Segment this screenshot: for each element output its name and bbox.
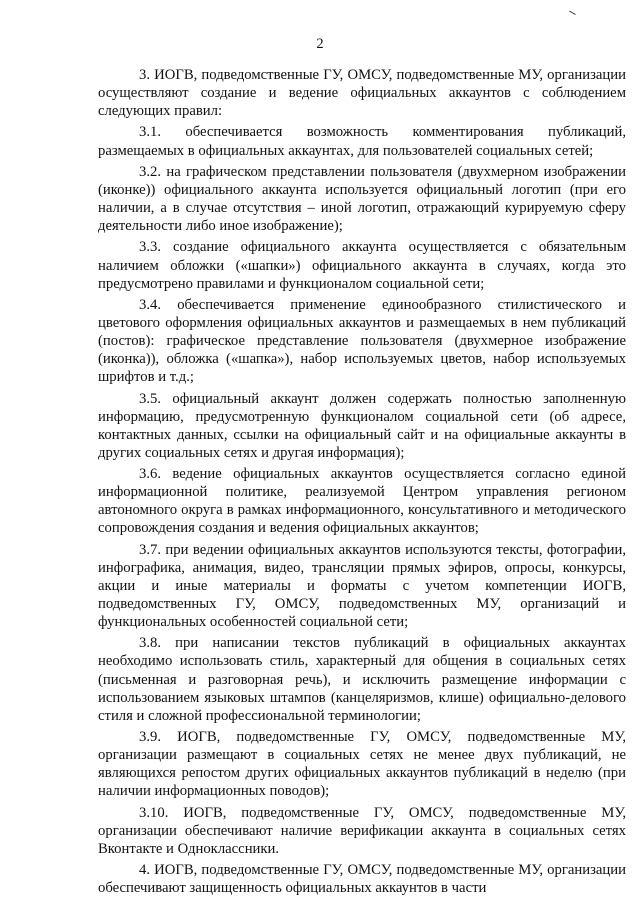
paragraph-3-2: 3.2. на графическом представлении пользователя (двухмерном изображении (иконке)) официального аккаунта используется официальный логотип (при его наличии, а в случае отсутствия – иной логотип, отражающий курируемую сферу деятельности либо иное изображение); [98, 163, 626, 235]
paragraph-3-6: 3.6. ведение официальных аккаунтов осуществляется согласно единой информационной политике, реализуемой Центром управления регионом автономного округа в рамках информационного, консультативного и методического сопровождения создания и ведения официальных аккаунтов; [98, 466, 626, 537]
paragraph-3-1: 3.1. обеспечивается возможность комментирования публикаций, размещаемых в официальных аккаунтах, для пользователей социальных сетей; [98, 124, 626, 159]
page-number: 2 [316, 36, 324, 52]
paragraph-3: 3. ИОГВ, подведомственные ГУ, ОМСУ, подведомственные МУ, организации осуществляют создание и ведение официальных аккаунтов с соблюдением следующих правил: [98, 67, 626, 120]
paragraph-3-10: 3.10. ИОГВ, подведомственные ГУ, ОМСУ, подведомственные МУ, организации обеспечивают наличие верификации аккаунта в социальных сетях Вконтакте и Одноклассники. [98, 804, 626, 857]
pen-mark [567, 11, 576, 19]
paragraph-3-7: 3.7. при ведении официальных аккаунтов используются тексты, фотографии, инфографика, анимация, видео, трансляции прямых эфиров, опросы, конкурсы, акции и иные материалы и форматы с учетом компетенции ИОГВ, подведомственных ГУ, ОМСУ, подведомственных МУ, организаций и функциональных особенностей социальной сети; [98, 541, 626, 631]
paragraph-3-5: 3.5. официальный аккаунт должен содержать полностью заполненную информацию, предусмотренную функционалом социальной сети (об адресе, контактных данных, ссылки на официальный сайт и на официальные аккаунты в других социальных сетях и другая информация); [98, 390, 626, 461]
paragraph-3-3: 3.3. создание официального аккаунта осуществляется с обязательным наличием обложки («шапки») официального аккаунта в случаях, когда это предусмотрено правилами и функционалом социальной сети; [98, 239, 626, 292]
paragraph-3-9: 3.9. ИОГВ, подведомственные ГУ, ОМСУ, подведомственные МУ, организации размещают в социальных сетях не менее двух публикаций, не являющихся репостом других официальных аккаунтов публикаций в неделю (при наличии информационных поводов); [98, 728, 626, 800]
paragraph-3-4: 3.4. обеспечивается применение единообразного стилистического и цветового оформления официальных аккаунтов и размещаемых в нем публикаций (постов): графическое представление пользователя (двухмерное изображение (иконка)), обложка («шапка»), набор используемых цветов, набор используемых шрифтов и т.д.; [98, 296, 626, 386]
document-body [98, 66, 626, 900]
paragraph-3-8: 3.8. при написании текстов публикаций в официальных аккаунтах необходимо использовать стиль, характерный для общения в социальных сетях (письменная и разговорная речь), и исключить размещение информации с использованием языковых штампов (канцеляризмов, клише) официально-делового стиля и сложной профессиональной терминологии; [98, 635, 626, 724]
paragraph-4: 4. ИОГВ, подведомственные ГУ, ОМСУ, подведомственные МУ, организации обеспечивают защищенность официальных аккаунтов в части [98, 862, 626, 897]
